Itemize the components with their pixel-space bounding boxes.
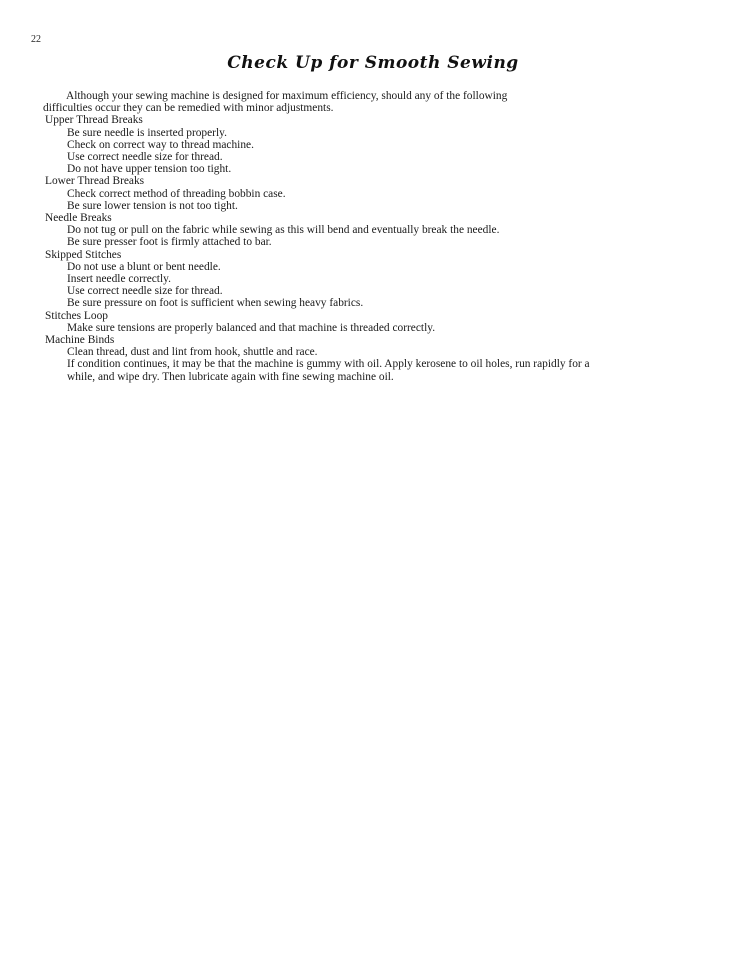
section-item: Make sure tensions are properly balanced and that machine is threaded correctly. <box>67 321 436 334</box>
page-number: 22 <box>31 34 41 45</box>
section-skipped-stitches <box>45 249 605 310</box>
section-item: Check on correct way to thread machine. <box>67 138 254 151</box>
section-item: Use correct needle size for thread. <box>67 151 223 164</box>
section-heading: Needle Breaks <box>45 212 112 225</box>
section-heading: Skipped Stitches <box>45 248 122 261</box>
section-item: Check correct method of threading bobbin case. <box>67 187 286 200</box>
section-item: If condition continues, it may be that the machine is gummy with oil. Apply kerosene to oil holes, run rapidly for a while, and wipe dry. Then lubricate again with fine sewing machine oil. <box>67 358 590 383</box>
section-item: Be sure needle is inserted properly. <box>67 126 227 139</box>
section-heading: Upper Thread Breaks <box>45 114 143 127</box>
section-heading: Lower Thread Breaks <box>45 175 145 188</box>
section-lower-thread-breaks <box>45 175 605 212</box>
section-item: Do not tug or pull on the fabric while sewing as this will bend and eventually break the needle. <box>67 224 500 237</box>
document-body <box>45 90 605 383</box>
intro-line: difficulties occur they can be remedied with minor adjustments. <box>43 102 334 115</box>
section-upper-thread-breaks <box>45 114 605 175</box>
intro-line: Although your sewing machine is designed for maximum efficiency, should any of the following <box>66 90 508 102</box>
section-heading: Machine Binds <box>45 334 115 347</box>
section-item: Do not have upper tension too tight. <box>67 163 232 176</box>
section-machine-binds <box>45 334 605 383</box>
section-item: Be sure lower tension is not too tight. <box>67 199 238 212</box>
section-item: Be sure presser foot is firmly attached to bar. <box>67 236 272 249</box>
section-item: Use correct needle size for thread. <box>67 285 223 298</box>
page-title: Check Up for Smooth Sewing <box>227 53 519 73</box>
section-item: Insert needle correctly. <box>67 273 171 286</box>
section-item: Do not use a blunt or bent needle. <box>67 260 221 273</box>
section-item: Clean thread, dust and lint from hook, shuttle and race. <box>67 346 318 359</box>
section-item: Be sure pressure on foot is sufficient when sewing heavy fabrics. <box>67 297 364 310</box>
section-needle-breaks <box>45 212 605 249</box>
section-stitches-loop <box>45 310 605 334</box>
section-heading: Stitches Loop <box>45 309 108 322</box>
